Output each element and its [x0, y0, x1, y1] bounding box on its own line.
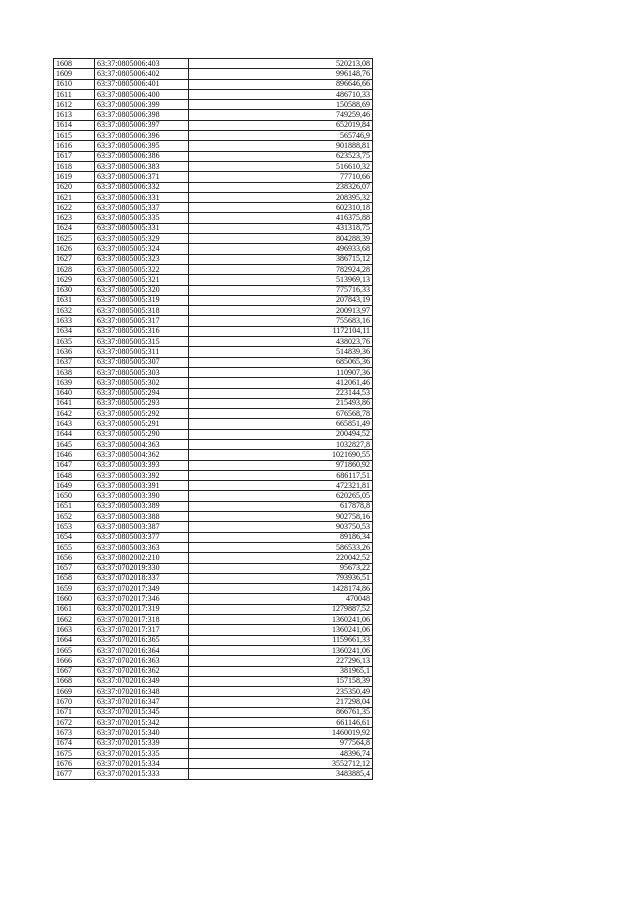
table-row: [54, 367, 373, 377]
row-number: 1636: [54, 347, 95, 357]
table-row: [54, 625, 373, 635]
cadastral-value: 3483885,4: [189, 769, 373, 779]
cadastral-value: 977564,8: [189, 738, 373, 748]
cadastral-value: 157158,39: [189, 676, 373, 686]
row-number: 1625: [54, 234, 95, 244]
cadastral-number: 63:37:0805005:323: [95, 254, 189, 264]
cadastral-value: 1460019,92: [189, 728, 373, 738]
cadastral-value: 1172104,11: [189, 326, 373, 336]
table-row: [54, 275, 373, 285]
row-number: 1615: [54, 131, 95, 141]
row-number: 1653: [54, 522, 95, 532]
row-number: 1661: [54, 604, 95, 614]
row-number: 1619: [54, 172, 95, 182]
cadastral-number: 63:37:0805003:388: [95, 512, 189, 522]
row-number: 1617: [54, 151, 95, 161]
table-row: [54, 409, 373, 419]
row-number: 1618: [54, 161, 95, 171]
cadastral-value: 215493,86: [189, 398, 373, 408]
cadastral-value: 971860,92: [189, 460, 373, 470]
cadastral-number: 63:37:0805005:335: [95, 213, 189, 223]
table-row: [54, 604, 373, 614]
row-number: 1652: [54, 512, 95, 522]
table-row: [54, 645, 373, 655]
table-row: [54, 512, 373, 522]
row-number: 1654: [54, 532, 95, 542]
cadastral-value: 516610,32: [189, 161, 373, 171]
row-number: 1634: [54, 326, 95, 336]
cadastral-value: 472321,81: [189, 481, 373, 491]
row-number: 1639: [54, 378, 95, 388]
cadastral-number: 63:37:0805005:331: [95, 223, 189, 233]
cadastral-value: 617878,8: [189, 501, 373, 511]
cadastral-number: 63:37:0805006:396: [95, 131, 189, 141]
table-body: [54, 59, 373, 780]
cadastral-number: 63:37:0805006:331: [95, 192, 189, 202]
table-row: [54, 337, 373, 347]
cadastral-value: 1360241,06: [189, 625, 373, 635]
cadastral-value: 470048: [189, 594, 373, 604]
table-row: [54, 542, 373, 552]
cadastral-value: 586533,26: [189, 542, 373, 552]
table-row: [54, 460, 373, 470]
cadastral-number: 63:37:0702015:340: [95, 728, 189, 738]
cadastral-number: 63:37:0702017:319: [95, 604, 189, 614]
table-row: [54, 532, 373, 542]
table-row: [54, 89, 373, 99]
cadastral-value: 1159661,33: [189, 635, 373, 645]
row-number: 1612: [54, 100, 95, 110]
table-row: [54, 635, 373, 645]
row-number: 1651: [54, 501, 95, 511]
cadastral-number: 63:37:0805006:399: [95, 100, 189, 110]
cadastral-number: 63:37:0805006:401: [95, 79, 189, 89]
row-number: 1623: [54, 213, 95, 223]
table-row: [54, 615, 373, 625]
cadastral-number: 63:37:0805003:393: [95, 460, 189, 470]
table-row: [54, 326, 373, 336]
cadastral-number: 63:37:0805005:293: [95, 398, 189, 408]
cadastral-value: 652019,84: [189, 120, 373, 130]
cadastral-number: 63:37:0805004:362: [95, 450, 189, 460]
table-row: [54, 213, 373, 223]
cadastral-number: 63:37:0805005:291: [95, 419, 189, 429]
cadastral-value: 220042,52: [189, 553, 373, 563]
cadastral-number: 63:37:0702017:346: [95, 594, 189, 604]
table-row: [54, 470, 373, 480]
row-number: 1658: [54, 573, 95, 583]
table-row: [54, 172, 373, 182]
row-number: 1609: [54, 69, 95, 79]
table-row: [54, 203, 373, 213]
row-number: 1677: [54, 769, 95, 779]
table-row: [54, 707, 373, 717]
row-number: 1671: [54, 707, 95, 717]
cadastral-number: 63:37:0805005:322: [95, 264, 189, 274]
cadastral-number: 63:37:0805006:397: [95, 120, 189, 130]
cadastral-value: 227296,13: [189, 656, 373, 666]
row-number: 1638: [54, 367, 95, 377]
cadastral-value: 676568,78: [189, 409, 373, 419]
row-number: 1673: [54, 728, 95, 738]
table-row: [54, 388, 373, 398]
cadastral-value: 150588,69: [189, 100, 373, 110]
table-row: [54, 748, 373, 758]
cadastral-number: 63:37:0805003:389: [95, 501, 189, 511]
row-number: 1622: [54, 203, 95, 213]
cadastral-value: 804288,39: [189, 234, 373, 244]
cadastral-number: 63:37:0805005:292: [95, 409, 189, 419]
cadastral-value: 514839,36: [189, 347, 373, 357]
row-number: 1663: [54, 625, 95, 635]
row-number: 1641: [54, 398, 95, 408]
row-number: 1649: [54, 481, 95, 491]
cadastral-number: 63:37:0805006:400: [95, 89, 189, 99]
table-row: [54, 419, 373, 429]
cadastral-value: 513969,13: [189, 275, 373, 285]
row-number: 1657: [54, 563, 95, 573]
row-number: 1642: [54, 409, 95, 419]
row-number: 1644: [54, 429, 95, 439]
row-number: 1627: [54, 254, 95, 264]
cadastral-number: 63:37:0702017:318: [95, 615, 189, 625]
cadastral-value: 200913,97: [189, 306, 373, 316]
table-row: [54, 759, 373, 769]
cadastral-number: 63:37:0702016:365: [95, 635, 189, 645]
cadastral-value: 48396,74: [189, 748, 373, 758]
cadastral-number: 63:37:0702016:349: [95, 676, 189, 686]
cadastral-number: 63:37:0805003:391: [95, 481, 189, 491]
table-row: [54, 151, 373, 161]
table-row: [54, 254, 373, 264]
cadastral-value: 782924,28: [189, 264, 373, 274]
cadastral-number: 63:37:0702015:335: [95, 748, 189, 758]
table-row: [54, 357, 373, 367]
cadastral-value: 486710,33: [189, 89, 373, 99]
table-row: [54, 161, 373, 171]
table-row: [54, 563, 373, 573]
table-row: [54, 244, 373, 254]
table-row: [54, 131, 373, 141]
cadastral-number: 63:37:0702019:330: [95, 563, 189, 573]
cadastral-number: 63:37:0805005:302: [95, 378, 189, 388]
table-row: [54, 378, 373, 388]
cadastral-value: 1279887,52: [189, 604, 373, 614]
table-row: [54, 594, 373, 604]
row-number: 1610: [54, 79, 95, 89]
table-row: [54, 120, 373, 130]
table-row: [54, 584, 373, 594]
cadastral-value: 77710,66: [189, 172, 373, 182]
cadastral-number: 63:37:0805003:363: [95, 542, 189, 552]
table-row: [54, 429, 373, 439]
table-row: [54, 398, 373, 408]
table-row: [54, 697, 373, 707]
cadastral-value: 901888,81: [189, 141, 373, 151]
cadastral-value: 793936,51: [189, 573, 373, 583]
row-number: 1645: [54, 439, 95, 449]
table-row: [54, 687, 373, 697]
cadastral-number: 63:37:0702018:337: [95, 573, 189, 583]
table-row: [54, 59, 373, 69]
cadastral-value: 1360241,06: [189, 645, 373, 655]
cadastral-value: 431318,75: [189, 223, 373, 233]
table-row: [54, 666, 373, 676]
cadastral-value: 620265,05: [189, 491, 373, 501]
row-number: 1676: [54, 759, 95, 769]
cadastral-value: 896646,66: [189, 79, 373, 89]
cadastral-value: 95673,22: [189, 563, 373, 573]
cadastral-number: 63:37:0805005:316: [95, 326, 189, 336]
cadastral-value: 496933,68: [189, 244, 373, 254]
cadastral-number: 63:37:0702016:347: [95, 697, 189, 707]
cadastral-number: 63:37:0805004:363: [95, 439, 189, 449]
cadastral-value: 565746,9: [189, 131, 373, 141]
row-number: 1646: [54, 450, 95, 460]
table-row: [54, 316, 373, 326]
cadastral-number: 63:37:0805003:390: [95, 491, 189, 501]
cadastral-number: 63:37:0805006:395: [95, 141, 189, 151]
cadastral-value: 200494,52: [189, 429, 373, 439]
cadastral-value: 3552712,12: [189, 759, 373, 769]
row-number: 1621: [54, 192, 95, 202]
row-number: 1670: [54, 697, 95, 707]
cadastral-value: 386715,12: [189, 254, 373, 264]
row-number: 1667: [54, 666, 95, 676]
cadastral-value: 416375,88: [189, 213, 373, 223]
row-number: 1633: [54, 316, 95, 326]
row-number: 1674: [54, 738, 95, 748]
row-number: 1655: [54, 542, 95, 552]
cadastral-number: 63:37:0805005:290: [95, 429, 189, 439]
cadastral-number: 63:37:0805005:315: [95, 337, 189, 347]
table-row: [54, 656, 373, 666]
table-row: [54, 295, 373, 305]
cadastral-value: 217298,04: [189, 697, 373, 707]
row-number: 1640: [54, 388, 95, 398]
table-row: [54, 450, 373, 460]
cadastral-value: 685065,36: [189, 357, 373, 367]
table-row: [54, 306, 373, 316]
row-number: 1665: [54, 645, 95, 655]
row-number: 1666: [54, 656, 95, 666]
row-number: 1616: [54, 141, 95, 151]
table-row: [54, 182, 373, 192]
cadastral-value: 381965,1: [189, 666, 373, 676]
cadastral-number: 63:37:0805005:319: [95, 295, 189, 305]
table-row: [54, 718, 373, 728]
cadastral-value: 623523,75: [189, 151, 373, 161]
cadastral-value: 1428174,86: [189, 584, 373, 594]
cadastral-value: 208395,32: [189, 192, 373, 202]
cadastral-number: 63:37:0805006:383: [95, 161, 189, 171]
cadastral-number: 63:37:0805006:332: [95, 182, 189, 192]
table-row: [54, 110, 373, 120]
table-row: [54, 264, 373, 274]
cadastral-number: 63:37:0702016:348: [95, 687, 189, 697]
cadastral-number: 63:37:0702015:342: [95, 718, 189, 728]
cadastral-value: 1360241,06: [189, 615, 373, 625]
table-row: [54, 100, 373, 110]
row-number: 1659: [54, 584, 95, 594]
cadastral-value: 775716,33: [189, 285, 373, 295]
cadastral-number: 63:37:0702016:364: [95, 645, 189, 655]
table-row: [54, 285, 373, 295]
cadastral-number: 63:37:0805003:387: [95, 522, 189, 532]
row-number: 1628: [54, 264, 95, 274]
cadastral-number: 63:37:0805005:311: [95, 347, 189, 357]
cadastral-value: 661146,61: [189, 718, 373, 728]
cadastral-number: 63:37:0702015:345: [95, 707, 189, 717]
row-number: 1660: [54, 594, 95, 604]
cadastral-number: 63:37:0805005:320: [95, 285, 189, 295]
table-row: [54, 491, 373, 501]
cadastral-value: 438023,76: [189, 337, 373, 347]
cadastral-number: 63:37:0802002:210: [95, 553, 189, 563]
cadastral-number: 63:37:0805006:402: [95, 69, 189, 79]
table-row: [54, 728, 373, 738]
cadastral-number: 63:37:0702017:317: [95, 625, 189, 635]
table-row: [54, 439, 373, 449]
cadastral-number: 63:37:0702015:334: [95, 759, 189, 769]
cadastral-number: 63:37:0805005:317: [95, 316, 189, 326]
row-number: 1650: [54, 491, 95, 501]
row-number: 1613: [54, 110, 95, 120]
row-number: 1672: [54, 718, 95, 728]
row-number: 1637: [54, 357, 95, 367]
cadastral-number: 63:37:0805005:321: [95, 275, 189, 285]
row-number: 1620: [54, 182, 95, 192]
table-row: [54, 69, 373, 79]
table-row: [54, 223, 373, 233]
cadastral-number: 63:37:0805005:329: [95, 234, 189, 244]
cadastral-number: 63:37:0805005:318: [95, 306, 189, 316]
table-row: [54, 481, 373, 491]
cadastral-value: 235350,49: [189, 687, 373, 697]
table-row: [54, 573, 373, 583]
cadastral-value: 755683,16: [189, 316, 373, 326]
row-number: 1668: [54, 676, 95, 686]
cadastral-value: 412061,46: [189, 378, 373, 388]
table-row: [54, 141, 373, 151]
cadastral-number: 63:37:0805005:307: [95, 357, 189, 367]
table-row: [54, 553, 373, 563]
cadastral-value: 89186,34: [189, 532, 373, 542]
cadastral-value: 1032827,8: [189, 439, 373, 449]
row-number: 1643: [54, 419, 95, 429]
cadastral-value: 866761,35: [189, 707, 373, 717]
cadastral-number: 63:37:0702015:339: [95, 738, 189, 748]
cadastral-value: 686117,51: [189, 470, 373, 480]
cadastral-value: 749259,46: [189, 110, 373, 120]
cadastral-number: 63:37:0805005:324: [95, 244, 189, 254]
table-row: [54, 192, 373, 202]
cadastral-number: 63:37:0702016:362: [95, 666, 189, 676]
row-number: 1648: [54, 470, 95, 480]
cadastral-value: 602310,18: [189, 203, 373, 213]
cadastral-value: 520213,08: [189, 59, 373, 69]
row-number: 1675: [54, 748, 95, 758]
table-row: [54, 676, 373, 686]
cadastral-number: 63:37:0805006:371: [95, 172, 189, 182]
cadastral-number: 63:37:0702016:363: [95, 656, 189, 666]
table-row: [54, 79, 373, 89]
table-row: [54, 347, 373, 357]
cadastral-number: 63:37:0805006:403: [95, 59, 189, 69]
cadastral-number: 63:37:0805005:337: [95, 203, 189, 213]
cadastral-number: 63:37:0805006:398: [95, 110, 189, 120]
row-number: 1611: [54, 89, 95, 99]
row-number: 1635: [54, 337, 95, 347]
cadastral-value: 238326,07: [189, 182, 373, 192]
cadastral-value: 903750,53: [189, 522, 373, 532]
cadastral-value-table: [53, 58, 373, 780]
row-number: 1608: [54, 59, 95, 69]
row-number: 1626: [54, 244, 95, 254]
cadastral-value: 902758,16: [189, 512, 373, 522]
row-number: 1669: [54, 687, 95, 697]
cadastral-value: 665851,49: [189, 419, 373, 429]
row-number: 1632: [54, 306, 95, 316]
row-number: 1630: [54, 285, 95, 295]
row-number: 1629: [54, 275, 95, 285]
row-number: 1664: [54, 635, 95, 645]
cadastral-value: 223144,53: [189, 388, 373, 398]
cadastral-number: 63:37:0805005:294: [95, 388, 189, 398]
table-row: [54, 738, 373, 748]
table-row: [54, 769, 373, 779]
cadastral-number: 63:37:0702015:333: [95, 769, 189, 779]
cadastral-number: 63:37:0805006:386: [95, 151, 189, 161]
cadastral-value: 996148,76: [189, 69, 373, 79]
cadastral-number: 63:37:0805003:392: [95, 470, 189, 480]
row-number: 1614: [54, 120, 95, 130]
row-number: 1647: [54, 460, 95, 470]
row-number: 1656: [54, 553, 95, 563]
cadastral-value: 1021690,55: [189, 450, 373, 460]
row-number: 1631: [54, 295, 95, 305]
cadastral-value: 207843,19: [189, 295, 373, 305]
row-number: 1662: [54, 615, 95, 625]
cadastral-value: 110907,36: [189, 367, 373, 377]
cadastral-number: 63:37:0702017:349: [95, 584, 189, 594]
cadastral-number: 63:37:0805003:377: [95, 532, 189, 542]
cadastral-number: 63:37:0805005:303: [95, 367, 189, 377]
table-row: [54, 234, 373, 244]
table-row: [54, 501, 373, 511]
table-row: [54, 522, 373, 532]
row-number: 1624: [54, 223, 95, 233]
